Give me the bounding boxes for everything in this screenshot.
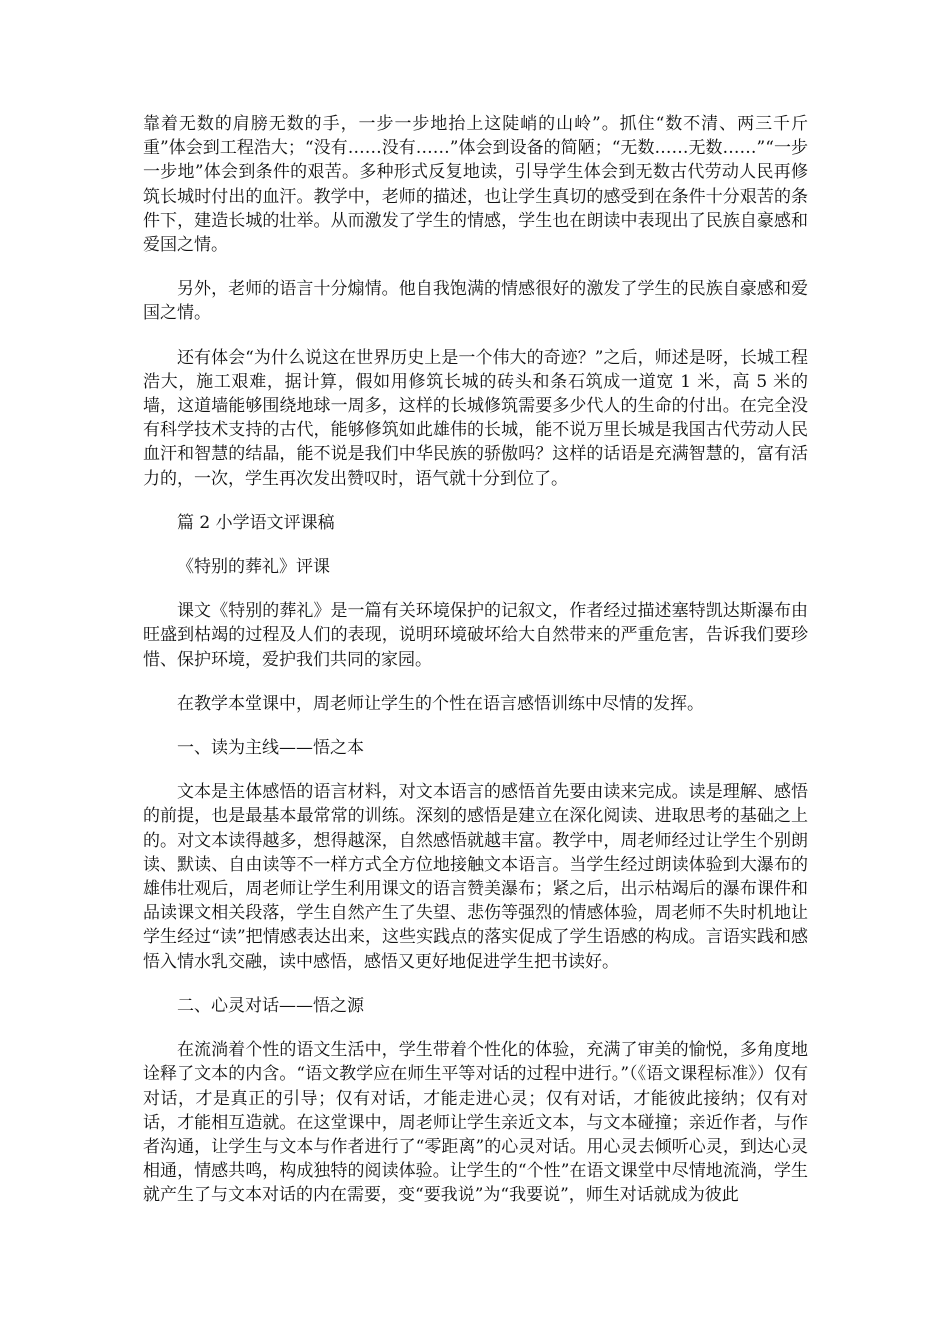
section-heading-special-funeral: 《特别的葬礼》评课 (177, 557, 330, 578)
document-page (143, 112, 808, 1228)
paragraph-teacher-language: 另外，老师的语言十分煽情。他自我饱满的情感很好的激发了学生的民族自豪感和爱国之情。 (143, 279, 808, 324)
paragraph-reading-perception: 文本是主体感悟的语言材料，对文本语言的感悟首先要由读来完成。读是理解、感悟的前提，也是最基本最常常的训练。深刻的感悟是建立在深化阅读、进取思考的基础之上的。对文本读得越多，想得越深，自然感悟就越丰富。教学中，周老师经过让学生个别朗读、默读、自由读等不一样方式全方位地接触文本语言。当学生经过朗读体验到大瀑布的雄伟壮观后，周老师让学生利用课文的语言赞美瀑布；紧之后，出示枯竭后的瀑布课件和品读课文相关段落，学生自然产生了失望、悲伤等强烈的情感体验，周老师不失时机地让学生经过“读”把情感表达出来，这些实践点的落实促成了学生语感的构成。言语实践和感悟入情水乳交融，读中感悟，感悟又更好地促进学生把书读好。 (143, 782, 808, 972)
paragraph-teaching-summary: 在教学本堂课中，周老师让学生的个性在语言感悟训练中尽情的发挥。 (177, 693, 704, 714)
paragraph-great-wall-reading: 靠着无数的肩膀无数的手，一步一步地抬上这陡峭的山岭”。抓住“数不清、两三千斤重”体会到工程浩大；“没有……没有……”体会到设备的简陋；“无数……无数……”“一步一步地”体会到条件的艰苦。多种形式反复地读，引导学生体会到无数古代劳动人民再修筑长城时付出的血汗。教学中，老师的描述，也让学生真切的感受到在条件十分艰苦的条件下，建造长城的壮举。从而激发了学生的情感，学生也在朗读中表现出了民族自豪感和爱国之情。 (143, 114, 808, 256)
subheading-soul-dialogue: 二、心灵对话——悟之源 (177, 995, 364, 1016)
paragraph-dialogue-teaching: 在流淌着个性的语文生活中，学生带着个性化的体验，充满了审美的愉悦，多角度地诠释了文本的内含。“语文教学应在师生平等对话的过程中进行。”（《语文课程标准》）仅有对话，才是真正的引导；仅有对话，才能走进心灵；仅有对话，才能彼此接纳；仅有对话，才能相互造就。在这堂课中，周老师让学生亲近文本，与文本碰撞；亲近作者，与作者沟通，让学生与文本与作者进行了“零距离”的心灵对话。用心灵去倾听心灵，到达心灵相通，情感共鸣，构成独特的阅读体验。让学生的“个性”在语文课堂中尽情地流淌，学生就产生了与文本对话的内在需要，变“要我说”为“我要说”，师生对话就成为彼此 (143, 1040, 808, 1206)
subheading-reading-mainline: 一、读为主线——悟之本 (177, 738, 364, 759)
paragraph-world-wonder: 还有体会“为什么说这在世界历史上是一个伟大的奇迹？”之后，师述是呀，长城工程浩大，施工艰难，据计算，假如用修筑长城的砖头和条石筑成一道宽 1 米，高 5 米的墙，这道墙能够围绕地球一周多，这样的长城修筑需要多少代人的生命的付出。在完全没有科学技术支持的古代，能够修筑如此雄伟的长城，能不说万里长城是我国古代劳动人民血汗和智慧的结晶，能不说是我们中华民族的骄傲吗？这样的话语是充满智慧的，富有活力的，一次，学生再次发出赞叹时，语气就十分到位了。 (143, 347, 808, 489)
section-heading-article-2: 篇 2 小学语文评课稿 (177, 512, 335, 533)
paragraph-lesson-intro: 课文《特别的葬礼》是一篇有关环境保护的记叙文，作者经过描述塞特凯达斯瀑布由旺盛到枯竭的过程及人们的表现，说明环境破坏给大自然带来的严重危害，告诉我们要珍惜、保护环境，爱护我们共同的家园。 (143, 601, 808, 670)
